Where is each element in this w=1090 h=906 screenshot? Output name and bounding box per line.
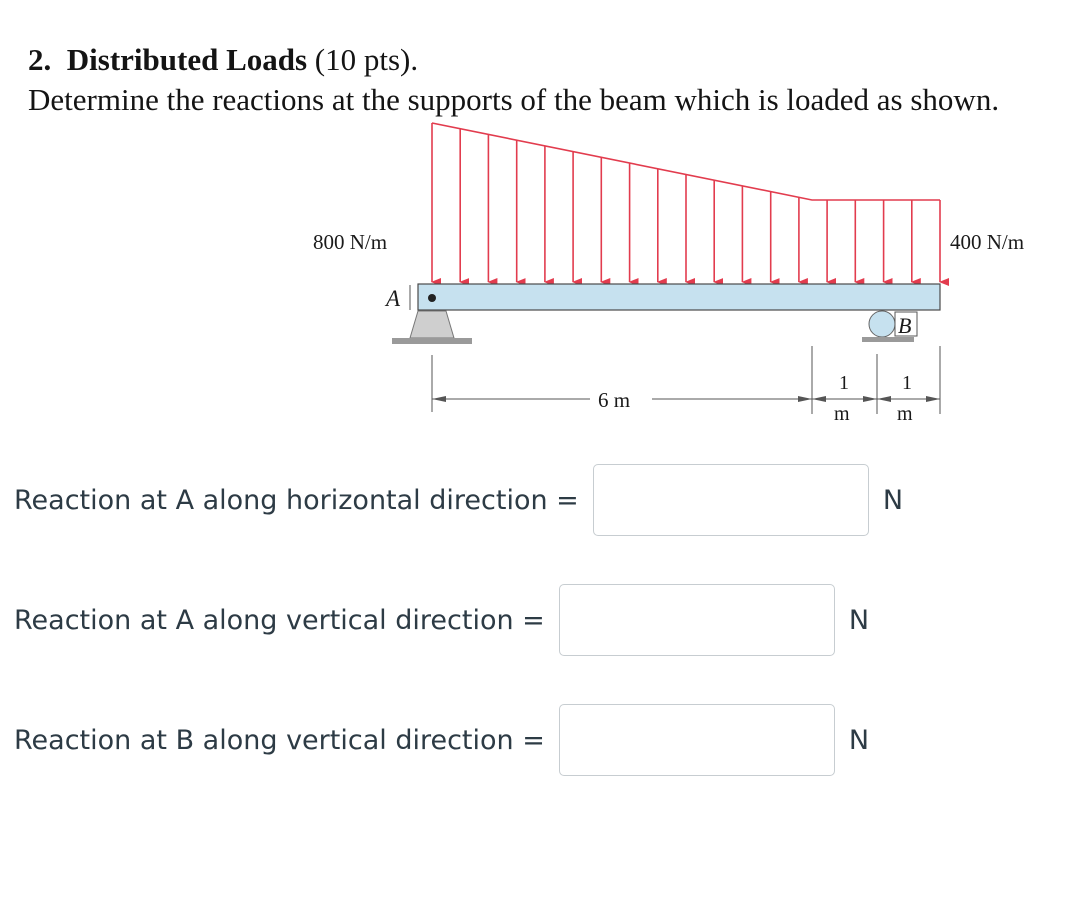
- unit-label-a-horizontal: N: [882, 484, 904, 516]
- problem-title-text: Distributed Loads: [66, 42, 308, 77]
- answer-input-a-vertical[interactable]: [559, 584, 835, 656]
- support-a-ground: [392, 338, 472, 344]
- load-right-label: 400 N/m: [950, 230, 1025, 254]
- question-row-a-horizontal: [14, 464, 903, 536]
- support-b-roller: [869, 311, 895, 337]
- distributed-load: [432, 123, 940, 282]
- load-left-label: 800 N/m: [313, 230, 388, 254]
- beam: [418, 284, 940, 310]
- question-label-a-vertical: Reaction at A along vertical direction =: [14, 604, 545, 636]
- unit-label-b-vertical: N: [848, 724, 870, 756]
- problem-header: [28, 40, 1068, 120]
- support-a-pin-base: [410, 311, 454, 338]
- question-label-b-vertical: Reaction at B along vertical direction =: [14, 724, 545, 756]
- beam-diagram: [0, 110, 1090, 440]
- dim-seg2-number: 1: [902, 372, 912, 394]
- question-row-a-vertical: [14, 584, 869, 656]
- unit-label-a-vertical: N: [848, 604, 870, 636]
- problem-title: [28, 40, 1068, 80]
- question-label-a-horizontal: Reaction at A along horizontal direction =: [14, 484, 579, 516]
- question-row-b-vertical: [14, 704, 869, 776]
- support-b-label: B: [898, 313, 912, 338]
- support-a-pin: [428, 294, 436, 302]
- problem-prompt: Determine the reactions at the supports of the beam which is loaded as shown.: [28, 82, 1000, 117]
- problem-number: 2.: [28, 42, 52, 77]
- dim-seg2-unit: m: [897, 403, 913, 425]
- answer-input-b-vertical[interactable]: [559, 704, 835, 776]
- support-a-label: A: [386, 286, 401, 311]
- dim-6m-label: 6 m: [598, 388, 631, 412]
- problem-points: (10 pts).: [314, 42, 419, 77]
- dim-seg1-number: 1: [839, 372, 849, 394]
- answer-input-a-horizontal[interactable]: [593, 464, 869, 536]
- dim-seg1-unit: m: [834, 403, 850, 425]
